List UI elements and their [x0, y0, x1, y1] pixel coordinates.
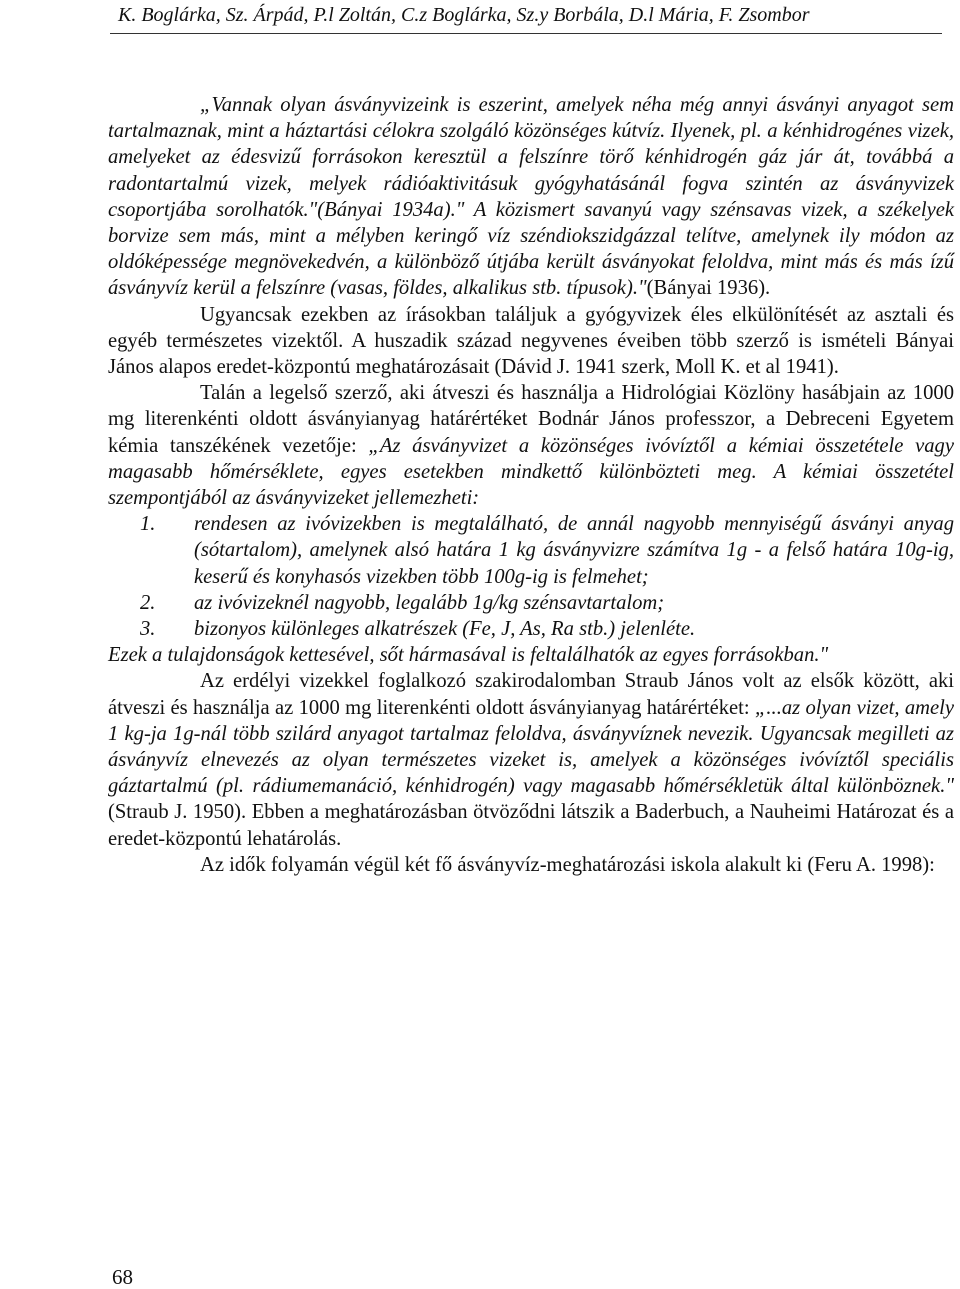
paragraph-gyogyvizek: Ugyancsak ezekben az írásokban találjuk a gyógyvizek éles elkülönítését az asztali és egyéb természetes vizektől. A huszadik század negyvenes éveiben több szerző is ismételi Bányai János alapos eredet-központú meghatározásait (Dávid J. 1941 szerk, Moll K. et al 1941).	[108, 303, 954, 379]
list-item-text: rendesen az ivóvizekben is megtalálható, de annál nagyobb mennyiségű ásványi anyag (sótartalom), amelynek alsó határa 1 kg ásványvizre számítva 1g - a felső határa 10g-ig, keserű és konyhasós vizekben több 100g-ig is felmehet;	[194, 513, 954, 588]
running-header-authors: K. Boglárka, Sz. Árpád, P.l Zoltán, C.z Boglárka, Sz.y Borbála, D.l Mária, F. Zsombor	[118, 4, 810, 26]
bodnar-intro: Talán a legelső szerző, aki átveszi és használja a Hidrológiai Közlöny hasábjain az 1000 mg literenkénti oldott ásványianyag határértéket Bodnár János professzor, a Debreceni Egyetem kémia tanszékének vezetője:	[108, 382, 954, 457]
list-item-number: 1.	[140, 513, 156, 536]
paragraph-schools: Az idők folyamán végül két fő ásványvíz-meghatározási iskola alakult ki (Feru A. 1998):	[200, 853, 935, 876]
banyai-quote: „Vannak olyan ásványvizeink is eszerint, amelyek néha még annyi ásványi anyagot sem tartalmaznak, mint a háztartási célokra szolgáló közönséges kútvíz. Ilyenek, pl. a kénhidrogénes vizek, amelyeket az édesvizű forrásokon keresztül a felszínre törő kénhidrogén gáz jár át, továbbá a radontartalmú vizek, melyek rádióaktivitásuk gyógyhatásánál fogva szintén az ásványvizek csoportjába sorolhatók."(Bányai 1934a)." A közismert savanyú vagy szénsavas vizek, a székelyek borvize sem más, mint a mélyben keringő víz széndiokszidgázzal telítve, amelynek ily módon az oldóképessége megnövekedvén, a különböző útjába került ásványokat feloldva, mint más és más ízű ásványvíz kerül a felszínre (vasas, földes, alkalikus stb. típusok)."	[108, 94, 954, 300]
page-number: 68	[112, 1265, 133, 1289]
banyai-citation: (Bányai 1936).	[646, 277, 771, 300]
list-item-number: 2.	[140, 591, 156, 614]
list-item	[108, 511, 954, 590]
body-text	[108, 92, 954, 878]
list-item	[108, 590, 954, 616]
criteria-list	[108, 511, 954, 642]
list-tail	[108, 642, 954, 668]
list-item	[108, 616, 954, 642]
header-rule	[110, 33, 942, 34]
list-item-number: 3.	[140, 618, 156, 641]
straub-quote: „...az olyan vizet, amely 1 kg-ja 1g-nál több szilárd anyagot tartalmaz feloldva, ásványvíznek nevezik. Ugyancsak megilleti az ásványvíz elnevezés az olyan természetes vizeket is, amelyek a közönséges ivóvíztől speciális gáztartalmú (pl. rádiumemanáció, kénhidrogén) vagy magasabb hőmérsékletük által különböznek."	[108, 696, 954, 798]
bodnar-quote: „Az ásványvizet a közönséges ivóvíztől a kémiai összetétele vagy magasabb hőmérséklete, egyes esetekben mindkettő különbözteti meg. A kémiai összetétel szempontjából az ásványvizeket jellemezheti:	[108, 434, 954, 510]
straub-intro: Az erdélyi vizekkel foglalkozó szakirodalomban Straub János volt az elsők között, aki átveszi és használja az 1000 mg literenkénti oldott ásványianyag határértéket:	[108, 670, 954, 719]
straub-outro: (Straub J. 1950). Ebben a meghatározásban ötvöződni látszik a Baderbuch, a Nauheimi Határozat és a eredet-központú lehatárolás.	[108, 801, 954, 850]
paragraph-straub	[108, 668, 954, 851]
list-item-text: bizonyos különleges alkatrészek (Fe, J, As, Ra stb.) jelenléte.	[194, 618, 696, 641]
list-tail-text: Ezek a tulajdonságok kettesével, sőt hármasával is feltalálhatók az egyes forrásokban."	[108, 644, 829, 667]
list-item-text: az ivóvizeknél nagyobb, legalább 1g/kg szénsavtartalom;	[194, 591, 665, 614]
paragraph-bodnar	[108, 380, 954, 511]
quote-paragraph-banyai	[108, 92, 954, 302]
